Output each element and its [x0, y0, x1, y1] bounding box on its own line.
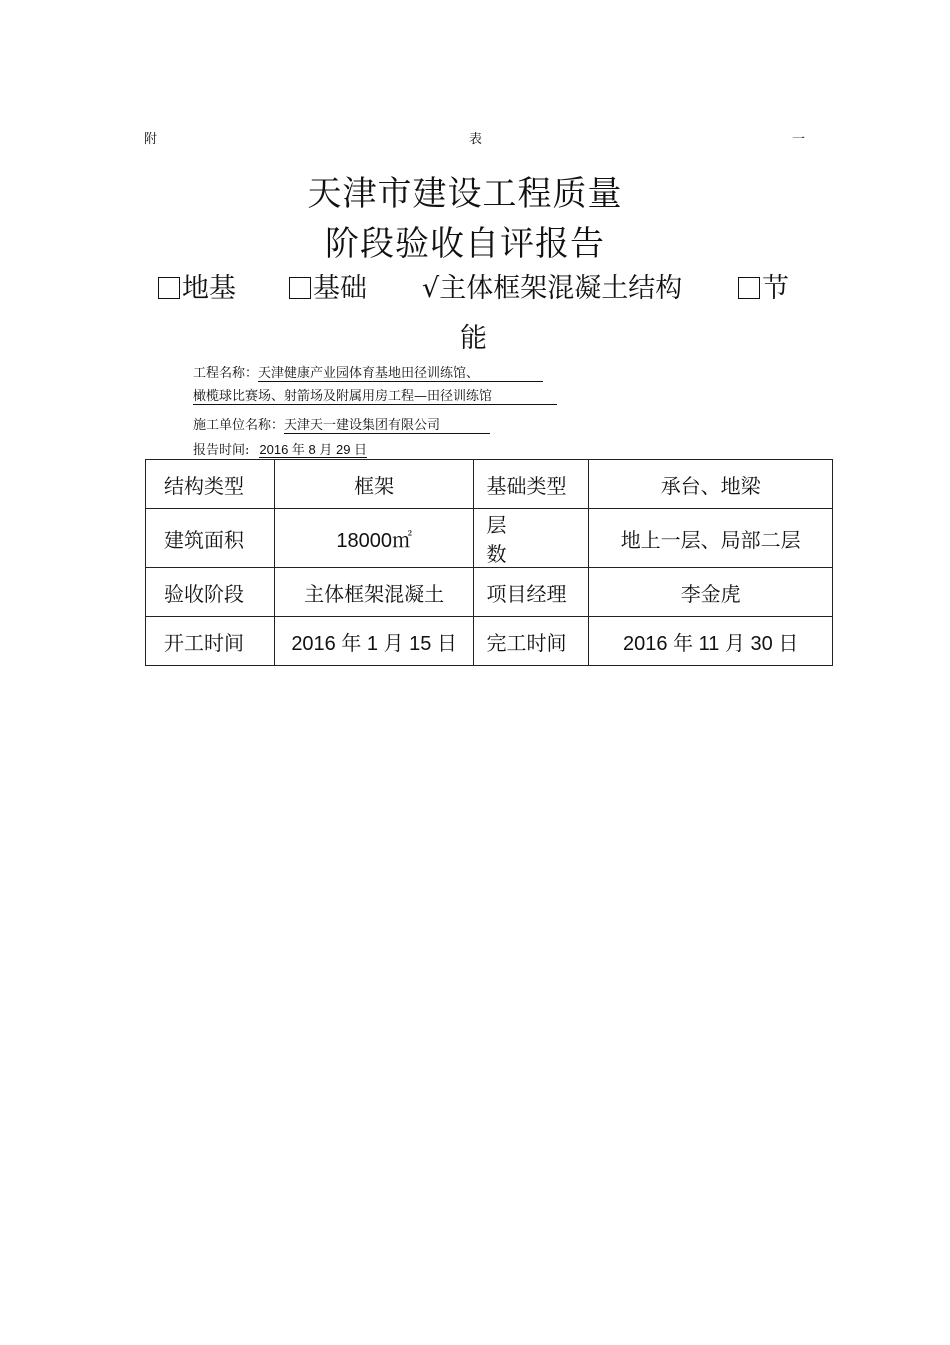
report-title-line1: 天津市建设工程质量: [307, 174, 623, 214]
report-date-value: 2016 年 8 月 29 日: [259, 442, 368, 457]
project-manager-label: 项目经理: [474, 568, 589, 617]
contractor-label: 施工单位名称：: [193, 418, 285, 433]
table-row: [146, 509, 833, 568]
report-title-line2: 阶段验收自评报告: [325, 224, 605, 264]
project-name-label: 工程名称：: [193, 366, 259, 381]
project-name-value: 天津健康产业园体育基地田径训练馆、: [258, 366, 543, 382]
check-option-label: 基础: [313, 273, 367, 304]
checkbox-icon[interactable]: [289, 277, 311, 299]
contractor-row: [193, 414, 490, 434]
acceptance-stage-label: 验收阶段: [146, 568, 275, 617]
appendix-label-part1: 附: [144, 132, 158, 147]
building-area-value: 18000㎡: [274, 509, 474, 568]
check-option-label: 地基: [182, 273, 236, 304]
check-option-foundation-ground[interactable]: [158, 266, 236, 305]
check-option-energy-saving[interactable]: [738, 266, 789, 305]
checkbox-icon[interactable]: [738, 277, 760, 299]
checkmark-icon: √: [422, 273, 440, 304]
floors-label: 层数: [474, 509, 589, 568]
check-option-label-continued: 能: [460, 323, 487, 354]
acceptance-stage-value: 主体框架混凝土: [274, 568, 474, 617]
checkbox-icon[interactable]: [158, 277, 180, 299]
project-name-row: [193, 362, 543, 382]
stage-checklist: [0, 266, 950, 306]
structure-type-value: 框架: [274, 460, 474, 509]
table-row: [146, 460, 833, 509]
table-row: [146, 568, 833, 617]
project-manager-value: 李金虎: [589, 568, 833, 617]
contractor-value: 天津天一建设集团有限公司: [284, 418, 490, 434]
appendix-label-part3: 一: [792, 132, 806, 147]
completion-date-label: 完工时间: [474, 617, 589, 666]
start-date-value: 2016 年 1 月 15 日: [274, 617, 474, 666]
floors-value: 地上一层、局部二层: [589, 509, 833, 568]
building-area-label: 建筑面积: [146, 509, 275, 568]
project-info-table: [145, 459, 833, 666]
foundation-type-value: 承台、地梁: [589, 460, 833, 509]
check-option-main-structure[interactable]: [422, 266, 682, 305]
project-name-row-continued: [193, 389, 557, 405]
project-name-value-line2: 橄榄球比赛场、射箭场及附属用房工程—田径训练馆: [193, 389, 557, 405]
completion-date-value: 2016 年 11 月 30 日: [589, 617, 833, 666]
table-row: [146, 617, 833, 666]
appendix-label-part2: 表: [469, 132, 483, 147]
check-option-label: 主体框架混凝土结构: [439, 273, 683, 304]
foundation-type-label: 基础类型: [474, 460, 589, 509]
structure-type-label: 结构类型: [146, 460, 275, 509]
check-option-label: 节: [762, 273, 789, 304]
start-date-label: 开工时间: [146, 617, 275, 666]
report-date-label: 报告时间:: [193, 443, 250, 458]
check-option-foundation[interactable]: [289, 266, 367, 305]
report-date-row: [193, 439, 367, 458]
